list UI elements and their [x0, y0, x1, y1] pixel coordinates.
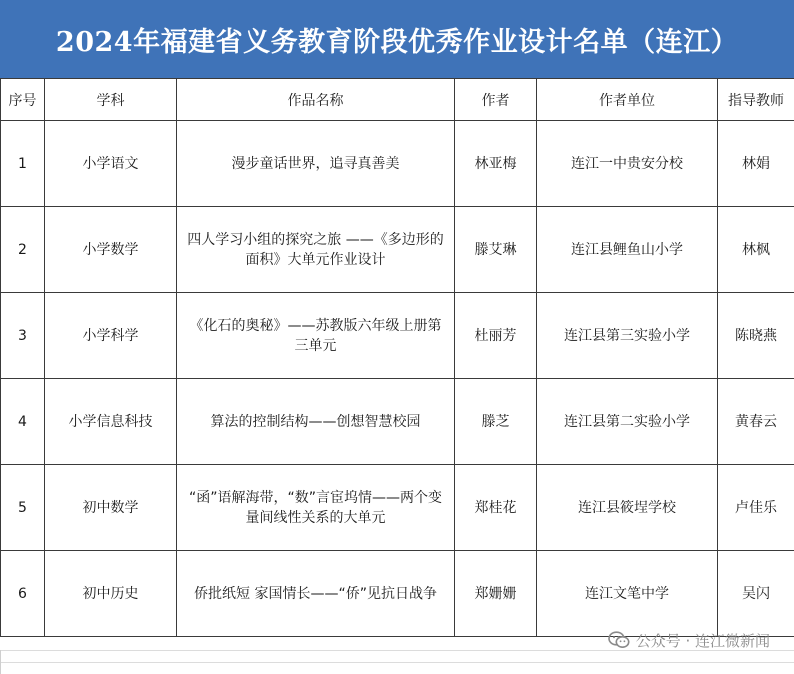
cell-seq: 3 — [1, 293, 45, 379]
cell-author: 郑桂花 — [455, 465, 537, 551]
cell-subject: 小学语文 — [45, 121, 177, 207]
cell-unit: 连江县鲤鱼山小学 — [537, 207, 718, 293]
cell-seq: 2 — [1, 207, 45, 293]
cell-teacher: 林枫 — [718, 207, 794, 293]
cell-author: 郑姗姗 — [455, 551, 537, 637]
cell-work: 侨批纸短 家国情长——“侨”见抗日战争 — [177, 551, 455, 637]
cell-unit: 连江县筱埕学校 — [537, 465, 718, 551]
cell-subject: 小学数学 — [45, 207, 177, 293]
cell-author: 滕芝 — [455, 379, 537, 465]
cell-teacher: 黄春云 — [718, 379, 794, 465]
cell-unit: 连江文笔中学 — [537, 551, 718, 637]
cell-teacher: 陈晓燕 — [718, 293, 794, 379]
cell-author: 杜丽芳 — [455, 293, 537, 379]
header-teacher: 指导教师 — [718, 79, 794, 121]
cell-seq: 6 — [1, 551, 45, 637]
header-subject: 学科 — [45, 79, 177, 121]
table-header-row — [1, 79, 794, 121]
cell-author: 林亚梅 — [455, 121, 537, 207]
cell-unit: 连江县第三实验小学 — [537, 293, 718, 379]
cell-teacher: 林娟 — [718, 121, 794, 207]
table-row — [1, 293, 794, 379]
cell-author: 滕艾琳 — [455, 207, 537, 293]
cell-subject: 初中数学 — [45, 465, 177, 551]
table-row — [1, 465, 794, 551]
cell-teacher: 吴闪 — [718, 551, 794, 637]
cell-seq: 4 — [1, 379, 45, 465]
header-seq: 序号 — [1, 79, 45, 121]
cell-work: 算法的控制结构——创想智慧校园 — [177, 379, 455, 465]
cell-seq: 1 — [1, 121, 45, 207]
sheet-grid-tail — [0, 650, 794, 674]
cell-teacher: 卢佳乐 — [718, 465, 794, 551]
cell-subject: 初中历史 — [45, 551, 177, 637]
watermark — [608, 628, 770, 652]
header-author: 作者 — [455, 79, 537, 121]
cell-subject: 小学科学 — [45, 293, 177, 379]
wechat-icon — [608, 631, 630, 649]
award-table — [0, 78, 794, 637]
cell-work: 漫步童话世界，追寻真善美 — [177, 121, 455, 207]
header-work: 作品名称 — [177, 79, 455, 121]
cell-work: 四人学习小组的探究之旅 ——《多边形的面积》大单元作业设计 — [177, 207, 455, 293]
cell-work: 《化石的奥秘》——苏教版六年级上册第三单元 — [177, 293, 455, 379]
table-row — [1, 551, 794, 637]
watermark-text: 公众号 · 连江微新闻 — [635, 631, 770, 650]
page-title: 2024年福建省义务教育阶段优秀作业设计名单（连江） — [0, 0, 794, 78]
cell-work: “函”语解海带，“数”言宦坞情——两个变量间线性关系的大单元 — [177, 465, 455, 551]
cell-subject: 小学信息科技 — [45, 379, 177, 465]
table-row — [1, 207, 794, 293]
cell-seq: 5 — [1, 465, 45, 551]
table-row — [1, 379, 794, 465]
header-unit: 作者单位 — [537, 79, 718, 121]
cell-unit: 连江一中贵安分校 — [537, 121, 718, 207]
table-row — [1, 121, 794, 207]
cell-unit: 连江县第二实验小学 — [537, 379, 718, 465]
